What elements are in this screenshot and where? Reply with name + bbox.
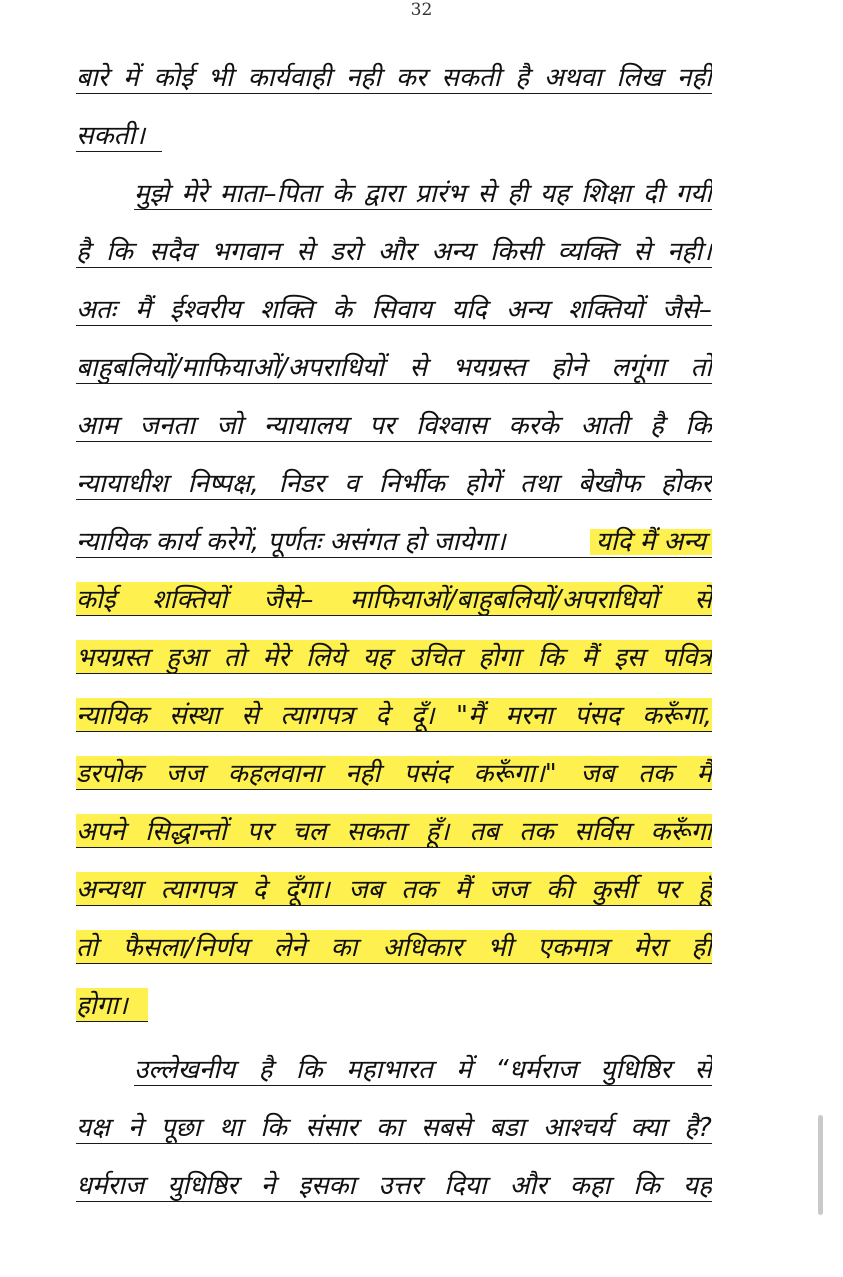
text-line — [76, 230, 712, 268]
word: अतः — [76, 295, 116, 325]
word: संस्था — [168, 701, 220, 731]
highlighted-text-line — [76, 810, 712, 848]
word: संसार — [305, 1113, 358, 1143]
word: अपने — [76, 817, 126, 847]
word: पसंद — [403, 759, 450, 789]
word: भी — [207, 63, 233, 93]
word: जैसे– — [662, 295, 712, 325]
word: मैं — [696, 759, 712, 789]
word: है — [649, 411, 664, 441]
word: कुर्सी — [591, 875, 636, 905]
word: क्या — [630, 1113, 666, 1143]
word: मैं — [135, 295, 151, 325]
text-line — [134, 172, 712, 210]
word: का — [330, 933, 358, 963]
word: जज — [488, 875, 528, 905]
word: प्रारंभ — [414, 179, 466, 209]
word: हुआ — [166, 643, 207, 673]
word: तो — [690, 353, 712, 383]
page-number: 32 — [410, 0, 433, 20]
word: कोई — [153, 63, 193, 93]
word: महाभारत — [346, 1055, 433, 1085]
word: व्यक्ति — [557, 237, 617, 267]
word: कि — [295, 1055, 323, 1085]
word: इस — [613, 643, 645, 673]
word: धर्मराज — [76, 1171, 145, 1201]
word: नही। — [667, 237, 712, 267]
word: दे — [252, 875, 267, 905]
word: "मैं — [456, 701, 484, 731]
word: अन्य — [506, 295, 549, 325]
word: लेने — [273, 933, 306, 963]
word: का — [375, 1113, 403, 1143]
word: करूँगा — [650, 817, 712, 847]
word: कि — [633, 1171, 660, 1201]
word: करूँगा, — [642, 701, 712, 731]
word: उचित — [408, 643, 461, 673]
word: से — [241, 701, 259, 731]
word: तक — [519, 817, 554, 847]
word: पंसद — [574, 701, 621, 731]
word: है — [515, 63, 530, 93]
word: न्यायिक — [76, 701, 148, 731]
word: होगा — [478, 643, 521, 673]
word: ही — [691, 933, 712, 963]
word: निडर — [278, 469, 325, 499]
word: यह — [362, 643, 392, 673]
word: अन्यथा — [76, 875, 142, 905]
word: से — [409, 353, 427, 383]
text-line — [76, 56, 712, 94]
text-line — [76, 462, 712, 500]
word: न्यायाधीश — [76, 469, 168, 499]
word: की — [545, 875, 573, 905]
word: त्यागपत्र — [280, 701, 354, 731]
word: जैसे– — [263, 585, 314, 615]
word: ने — [127, 1113, 143, 1143]
word: तो — [223, 643, 246, 673]
word: डरो — [330, 237, 362, 267]
word: जब — [348, 875, 383, 905]
word: भी — [487, 933, 513, 963]
word: शक्ति — [259, 295, 314, 325]
word: सबसे — [420, 1113, 471, 1143]
word: हूँ — [698, 875, 712, 905]
word: तथा — [519, 469, 559, 499]
word: कार्यवाही — [247, 63, 332, 93]
word: मुझे — [134, 179, 170, 209]
word: युधिष्ठिर — [600, 1055, 671, 1085]
word: मैं — [581, 643, 597, 673]
highlighted-text: यदि मैं अन्य — [590, 529, 712, 555]
word: कहलवाना — [227, 759, 322, 789]
word: से — [633, 237, 651, 267]
word: से — [296, 237, 314, 267]
word: ही — [507, 179, 528, 209]
text-segment: न्यायिक कार्य करेगें, पूर्णतः असंगत हो जायेगा। — [76, 527, 506, 557]
word: निष्पक्ष, — [187, 469, 259, 499]
text-line — [76, 520, 712, 558]
highlighted-text-line: होगा। — [76, 984, 148, 1022]
word: कर — [395, 63, 427, 93]
word: दी — [642, 179, 664, 209]
word: द्वारा — [363, 179, 403, 209]
word: सकता — [346, 817, 406, 847]
word: विश्वास — [415, 411, 487, 441]
word: करूँगा।" — [473, 759, 557, 789]
word: युधिष्ठिर — [167, 1171, 238, 1201]
word: दिया — [444, 1171, 487, 1201]
word: पूछा — [160, 1113, 201, 1143]
word: में — [123, 63, 139, 93]
word: यदि — [451, 295, 487, 325]
highlighted-text-line — [76, 636, 712, 674]
word: फैसला/निर्णय — [122, 933, 249, 963]
word: पर — [246, 817, 273, 847]
word: यह — [683, 1171, 712, 1201]
word: सर्विस — [574, 817, 631, 847]
scrollbar[interactable] — [818, 1115, 823, 1215]
word: पवित्र — [661, 643, 712, 673]
word: “धर्मराज — [495, 1055, 577, 1085]
word: है? — [684, 1113, 712, 1143]
word: और — [377, 237, 415, 267]
word: दे — [375, 701, 390, 731]
word: मेरा — [633, 933, 667, 963]
word: उत्तर — [378, 1171, 422, 1201]
word: है — [76, 237, 90, 267]
word: दूँ। — [410, 701, 435, 731]
text-line — [76, 288, 712, 326]
word: पर — [654, 875, 680, 905]
word: अन्य — [431, 237, 474, 267]
word: इसका — [298, 1171, 356, 1201]
word: कोई — [76, 585, 116, 615]
word: कि — [260, 1113, 287, 1143]
highlighted-text-line — [76, 868, 712, 906]
word: किसी — [490, 237, 542, 267]
word: सिवाय — [371, 295, 432, 325]
word: हूँ। — [425, 817, 450, 847]
word: ने — [260, 1171, 276, 1201]
word: होगें — [464, 469, 500, 499]
highlighted-text-line — [76, 578, 712, 616]
word: और — [509, 1171, 547, 1201]
text-line — [76, 1164, 712, 1202]
word: कि — [537, 643, 565, 673]
word: लिये — [305, 643, 346, 673]
word: बारे — [76, 63, 109, 93]
word: यक्ष — [76, 1113, 110, 1143]
word: जो — [216, 411, 243, 441]
word: मैं — [454, 875, 471, 905]
word: शक्तियों — [152, 585, 227, 615]
word: सिद्धान्तों — [145, 817, 227, 847]
word: पर — [369, 411, 395, 441]
text-line — [76, 1106, 712, 1144]
word: करके — [508, 411, 559, 441]
word: व — [344, 469, 359, 499]
text-line — [134, 1048, 712, 1086]
word: ईश्वरीय — [169, 295, 241, 325]
word: अधिकार — [382, 933, 463, 963]
word: लगूंगा — [611, 353, 665, 383]
word: लिख — [616, 63, 663, 93]
word: से — [694, 1055, 712, 1085]
word: शक्तियों — [567, 295, 643, 325]
word: मरना — [505, 701, 553, 731]
word: है — [258, 1055, 273, 1085]
word: त्यागपत्र — [160, 875, 234, 905]
word: यह — [539, 179, 569, 209]
word: दूँगा। — [284, 875, 330, 905]
word: शिक्षा — [580, 179, 631, 209]
word: नही — [345, 759, 381, 789]
highlighted-text-line — [76, 752, 712, 790]
word: आती — [580, 411, 629, 441]
word: तब — [469, 817, 500, 847]
word: से — [477, 179, 496, 209]
word: माता–पिता — [219, 179, 320, 209]
word: न्यायालय — [263, 411, 348, 441]
word: मेरे — [262, 643, 289, 673]
word: तक — [638, 759, 673, 789]
word: गयी — [675, 179, 712, 209]
word: भयग्रस्त — [76, 643, 149, 673]
word: मेरे — [181, 179, 208, 209]
word: के — [332, 295, 353, 325]
word: चल — [292, 817, 327, 847]
highlighted-text-line — [76, 694, 712, 732]
word: नही — [346, 63, 381, 93]
word: बडा — [489, 1113, 525, 1143]
word: उल्लेखनीय — [134, 1055, 236, 1085]
word: बाहुबलियों/माफियाओं/अपराधियों — [76, 353, 384, 383]
word: में — [456, 1055, 472, 1085]
word: के — [331, 179, 352, 209]
word: कि — [685, 411, 712, 441]
word: बेखौफ — [577, 469, 641, 499]
word: था — [218, 1113, 242, 1143]
word: नही — [676, 63, 712, 93]
word: होकर — [660, 469, 712, 499]
text-line — [76, 346, 712, 384]
word: निर्भीक — [378, 469, 445, 499]
word: भयग्रस्त — [452, 353, 526, 383]
word: जब — [580, 759, 615, 789]
word: अथवा — [543, 63, 602, 93]
word: एकमात्र — [537, 933, 609, 963]
word: होने — [550, 353, 586, 383]
word: सकती — [441, 63, 501, 93]
word: डरपोक — [76, 759, 143, 789]
word: से — [694, 585, 712, 615]
highlighted-text-line — [76, 926, 712, 964]
word: तक — [401, 875, 436, 905]
word: कहा — [569, 1171, 611, 1201]
word: जज — [165, 759, 205, 789]
word: भगवान — [211, 237, 280, 267]
word: जनता — [139, 411, 195, 441]
word: आम — [76, 411, 119, 441]
text-line: सकती। — [76, 114, 162, 152]
word: तो — [76, 933, 98, 963]
text-line — [76, 404, 712, 442]
word: कि — [106, 237, 133, 267]
word: माफियाओं/बाहुबलियों/अपराधियों — [349, 585, 658, 615]
word: सदैव — [149, 237, 195, 267]
word: आश्चर्य — [542, 1113, 613, 1143]
